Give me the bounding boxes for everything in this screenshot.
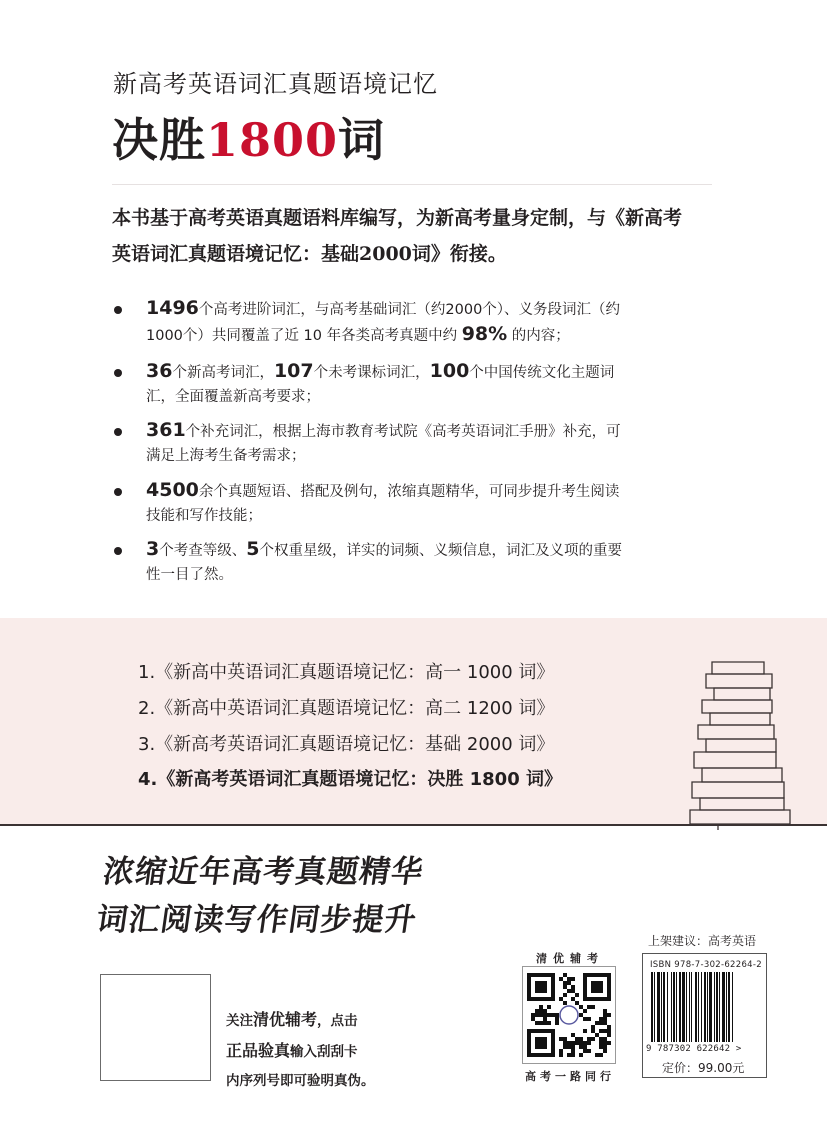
intro-line-2: 英语词汇真题语境记忆：基础2000词》衔接。 xyxy=(112,243,507,265)
slogan xyxy=(93,848,426,944)
slogan-line-2: 词汇阅读写作同步提升 xyxy=(94,902,420,938)
feature-text: 4500余个真题短语、搭配及例句，浓缩真题精华，可同步提升考生阅读 技能和写作技能； xyxy=(146,479,620,524)
series-item: 2.《新高中英语词汇真题语境记忆：高二 1200 词》 xyxy=(138,698,555,719)
bullet-icon xyxy=(114,547,122,555)
series-item-current: 4.《新高考英语词汇真题语境记忆：决胜 1800 词》 xyxy=(138,769,562,790)
title-prefix: 决胜 xyxy=(112,113,206,167)
intro-paragraph xyxy=(112,200,722,272)
intro-line-1: 本书基于高考英语真题语料库编写，为新高考量身定制，与《新高考 xyxy=(112,207,683,229)
bullet-icon xyxy=(114,428,122,436)
book-title xyxy=(112,104,385,170)
feature-text: 3个考查等级、5个权重星级，详实的词频、义频信息，词汇及义项的重要 性一目了然。 xyxy=(146,538,622,583)
authenticity-instructions: 关注清优辅考，点击 正品验真输入刮刮卡 内序列号即可验明真伪。 xyxy=(226,1010,375,1089)
anti-counterfeit-sticker-area xyxy=(100,974,211,1081)
brand-name: 清优辅考 xyxy=(253,1010,318,1029)
feature-number: 1496 xyxy=(146,297,199,319)
bullet-icon xyxy=(114,488,122,496)
title-number: 1800 xyxy=(206,113,339,167)
barcode-digits: 9 787302 622642 > xyxy=(646,1044,742,1054)
price-label: 定价：99.00元 xyxy=(662,1061,745,1075)
qr-code-icon[interactable] xyxy=(527,973,611,1057)
feature-text: 36个新高考词汇，107个未考课标词汇，100个中国传统文化主题词 汇，全面覆盖新高考要求； xyxy=(146,360,615,405)
shelf-suggestion: 上架建议：高考英语 xyxy=(648,934,757,948)
feature-text: 361个补充词汇，根据上海市教育考试院《高考英语词汇手册》补充，可 满足上海考生备考需求； xyxy=(146,419,621,464)
book-stack-illustration xyxy=(686,654,796,832)
title-divider xyxy=(112,184,712,185)
slogan-line-1: 浓缩近年高考真题精华 xyxy=(100,854,426,890)
isbn-label: ISBN 978-7-302-62264-2 xyxy=(650,960,762,970)
qr-caption-bottom: 高考一路同行 xyxy=(525,1070,615,1083)
bullet-icon xyxy=(114,306,122,314)
barcode-icon xyxy=(651,972,759,1042)
series-item: 1.《新高中英语词汇真题语境记忆：高一 1000 词》 xyxy=(138,662,555,683)
verify-label: 正品验真 xyxy=(226,1041,291,1060)
title-suffix: 词 xyxy=(338,113,386,167)
bullet-icon xyxy=(114,369,122,377)
feature-number: 4500 xyxy=(146,479,199,501)
feature-percent: 98% xyxy=(461,323,508,345)
feature-text: 1496个高考进阶词汇，与高考基础词汇（约2000个）、义务段词汇（约 1000个）共同覆盖了近 10 年各类高考真题中约 98% 的内容； xyxy=(146,297,621,345)
book-subtitle: 新高考英语词汇真题语境记忆 xyxy=(113,70,438,98)
feature-number: 361 xyxy=(146,419,186,441)
qr-code-frame[interactable] xyxy=(522,966,616,1064)
series-item: 3.《新高考英语词汇真题语境记忆：基础 2000 词》 xyxy=(138,734,555,755)
qr-caption-top: 清优辅考 xyxy=(536,952,604,965)
